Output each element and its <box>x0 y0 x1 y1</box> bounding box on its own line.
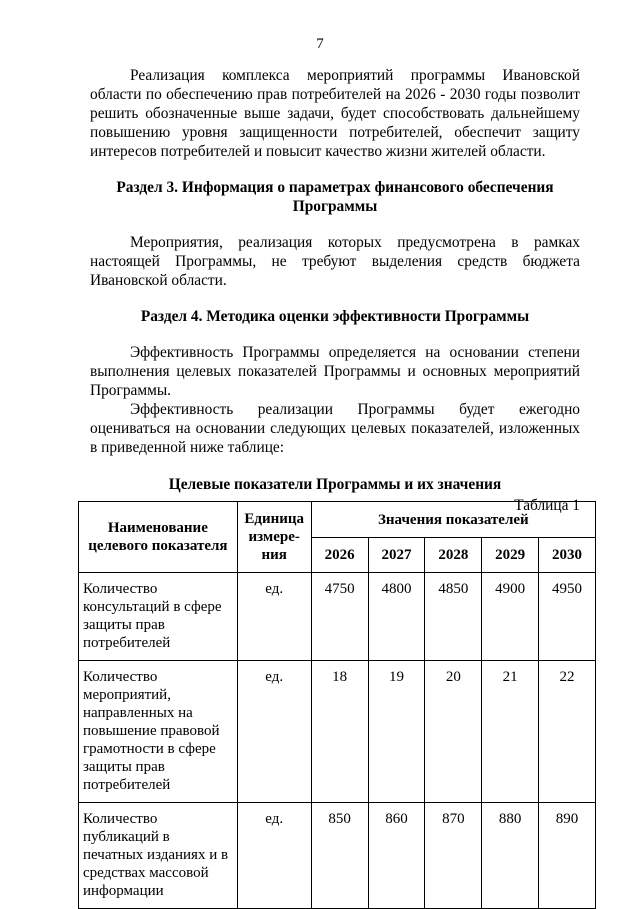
header-name: Наименование целевого показателя <box>79 502 238 573</box>
table-label: Таблица 1 <box>514 497 580 514</box>
indicator-value: 850 <box>311 803 368 909</box>
header-unit: Единица измере-ния <box>237 502 311 573</box>
indicator-name: Количество публикаций в печатных изданиях и в средствах массовой информации <box>79 803 238 909</box>
indicator-unit: ед. <box>237 803 311 909</box>
indicators-table <box>78 501 596 909</box>
page-number: 7 <box>316 36 324 52</box>
indicator-name: Количество консультаций в сфере защиты прав потребителей <box>79 573 238 661</box>
indicator-value: 22 <box>539 661 596 803</box>
indicator-value: 860 <box>368 803 425 909</box>
section-4-title: Раздел 4. Методика оценки эффективности Программы <box>140 308 530 325</box>
paragraph-2: Мероприятия, реализация которых предусмотрена в рамках настоящей Программы, не требуют выделения средств бюджета Ивановской области. <box>90 234 580 289</box>
indicator-value: 21 <box>482 661 539 803</box>
indicator-value: 18 <box>311 661 368 803</box>
indicator-unit: ед. <box>237 573 311 661</box>
header-year: 2026 <box>311 538 368 573</box>
indicator-value: 4950 <box>539 573 596 661</box>
indicator-value: 4850 <box>425 573 482 661</box>
indicator-unit: ед. <box>237 661 311 803</box>
table-row <box>79 661 596 803</box>
indicator-value: 870 <box>425 803 482 909</box>
document-body <box>90 66 580 523</box>
header-year: 2028 <box>425 538 482 573</box>
header-year: 2027 <box>368 538 425 573</box>
indicator-name: Количество мероприятий, направленных на повышение правовой грамотности в сфере защиты прав потребителей <box>79 661 238 803</box>
paragraph-1: Реализация комплекса мероприятий программы Ивановской области по обеспечению прав потребителей на 2026 - 2030 годы позволит решить обозначенные выше задачи, будет способствовать дальнейшему повышению уровня защищенности потребителей, обеспечит защиту интересов потребителей и повысит качество жизни жителей области. <box>90 67 580 160</box>
indicator-value: 4900 <box>482 573 539 661</box>
table-header-row <box>79 502 596 538</box>
indicator-value: 880 <box>482 803 539 909</box>
indicator-value: 4800 <box>368 573 425 661</box>
indicator-value: 4750 <box>311 573 368 661</box>
table-row <box>79 803 596 909</box>
header-values: Значения показателей <box>311 502 595 538</box>
table-title: Целевые показатели Программы и их значения <box>168 476 502 493</box>
indicator-value: 19 <box>368 661 425 803</box>
table-row <box>79 573 596 661</box>
paragraph-3: Эффективность Программы определяется на основании степени выполнения целевых показателей Программы и основных мероприятий Программы. <box>90 344 580 399</box>
paragraph-4: Эффективность реализации Программы будет ежегодно оцениваться на основании следующих целевых показателей, изложенных в приведенной ниже таблице: <box>90 401 580 456</box>
header-year: 2029 <box>482 538 539 573</box>
indicator-value: 890 <box>539 803 596 909</box>
indicator-value: 20 <box>425 661 482 803</box>
section-3-title: Раздел 3. Информация о параметрах финансового обеспечения Программы <box>116 179 554 215</box>
header-year: 2030 <box>539 538 596 573</box>
